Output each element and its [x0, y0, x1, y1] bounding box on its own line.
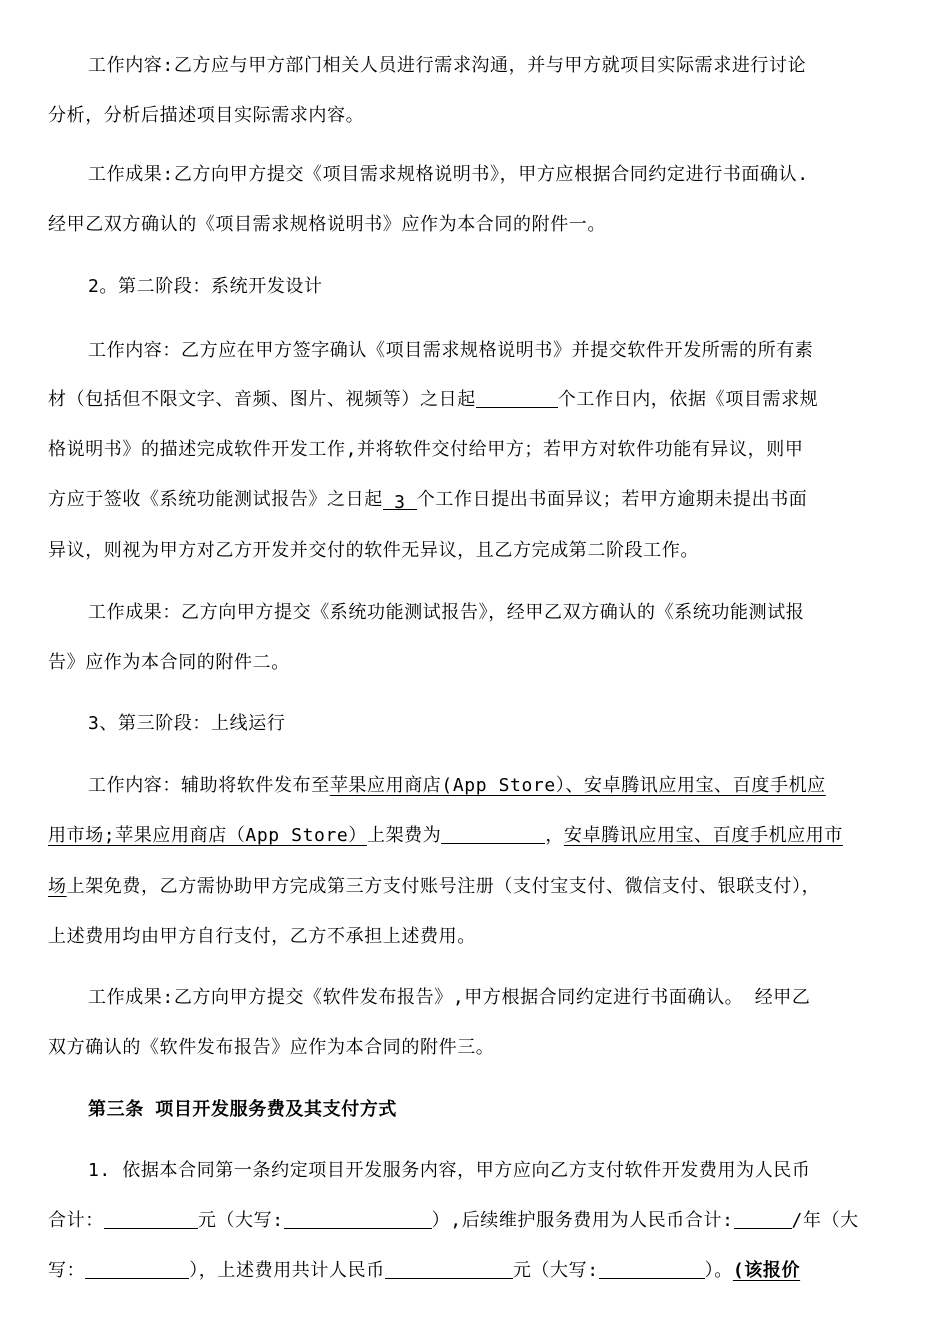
stage3-content-line-2a: 用市场;苹果应用商店（App Store） — [48, 825, 367, 846]
stage3-content-line-1a: 工作内容：辅助将软件发布至 — [88, 775, 330, 796]
article3-p1-line-3c: 元（大写: — [512, 1260, 599, 1281]
stage2-content-line-1: 工作内容：乙方应在甲方签字确认《项目需求规格说明书》并提交软件开发所需的所有素 — [88, 340, 814, 361]
dev-fee-capital-blank[interactable] — [284, 1210, 432, 1229]
article3-p1-line-3d: ）。 — [704, 1260, 733, 1281]
stage2-result-line-1: 工作成果：乙方向甲方提交《系统功能测试报告》，经甲乙双方确认的《系统功能测试报 — [88, 602, 805, 623]
stage2-content-line-2 — [48, 388, 818, 412]
stage2-result-line-2: 告》应作为本合同的附件二。 — [48, 652, 290, 673]
stage3-content-line-4: 上述费用均由甲方自行支付，乙方不承担上述费用。 — [48, 926, 476, 947]
article3-p1-line-2a: 合计： — [48, 1210, 104, 1231]
listing-fee-blank[interactable] — [441, 825, 545, 844]
stage3-result-line-2: 双方确认的《软件发布报告》应作为本合同的附件三。 — [48, 1037, 495, 1058]
stage3-content-line-3b: 上架免费，乙方需协助甲方完成第三方支付账号注册（支付宝支付、微信支付、银联支付）， — [66, 876, 821, 897]
stage3-result-line-1: 工作成果:乙方向甲方提交《软件发布报告》,甲方根据合同约定进行书面确认。 经甲乙 — [88, 987, 811, 1008]
article3-p1-line-2c: ）,后续维护服务费用为人民币合计: — [431, 1210, 734, 1231]
article3-p1-line-1: 1. 依据本合同第一条约定项目开发服务内容，甲方应向乙方支付软件开发费用为人民币 — [88, 1160, 811, 1181]
objection-days-value: 3 — [383, 491, 417, 510]
stage2-content-line-4b: 个工作日提出书面异议；若甲方逾期未提出书面 — [416, 489, 808, 510]
dev-fee-amount-blank[interactable] — [104, 1210, 198, 1229]
working-days-blank[interactable] — [476, 389, 558, 408]
article3-p1-line-3 — [48, 1259, 800, 1283]
maintenance-fee-blank[interactable] — [734, 1210, 792, 1229]
stage3-content-line-2b: 上架费为 — [366, 825, 442, 846]
stage3-content-line-2 — [48, 824, 843, 848]
article3-p1-line-3a: 写： — [48, 1260, 86, 1281]
stage2-content-line-2a: 材（包括但不限文字、音频、图片、视频等）之日起 — [48, 389, 476, 410]
stage3-content-line-1b: 苹果应用商店(App Store）、安卓腾讯应用宝、百度手机应 — [329, 775, 826, 796]
stage1-content-line-1: 工作内容:乙方应与甲方部门相关人员进行需求沟通，并与甲方就项目实际需求进行讨论 — [88, 55, 807, 76]
total-fee-capital-blank[interactable] — [599, 1260, 705, 1279]
stage3-content-line-2c: ， — [545, 825, 564, 846]
total-fee-amount-blank[interactable] — [385, 1260, 513, 1279]
article3-p1-line-3b: ），上述费用共计人民币 — [189, 1260, 385, 1281]
stage3-content-line-3a: 场 — [48, 876, 67, 897]
article3-p1-line-2 — [48, 1209, 859, 1233]
stage3-content-line-3 — [48, 875, 820, 899]
stage2-content-line-5: 异议，则视为甲方对乙方开发并交付的软件无异议，且乙方完成第二阶段工作。 — [48, 540, 699, 561]
stage2-content-line-4 — [48, 488, 807, 512]
stage1-result-line-2: 经甲乙双方确认的《项目需求规格说明书》应作为本合同的附件一。 — [48, 214, 606, 235]
article3-p1-line-2d: /年（大 — [791, 1210, 859, 1231]
stage3-content-line-1 — [88, 774, 826, 798]
stage2-content-line-2b: 个工作日内，依据《项目需求规 — [557, 389, 819, 410]
stage1-content-line-2: 分析，分析后描述项目实际需求内容。 — [48, 105, 365, 126]
stage3-heading: 3、第三阶段：上线运行 — [88, 713, 286, 734]
stage3-content-line-2d: 安卓腾讯应用宝、百度手机应用市 — [563, 825, 843, 846]
article3-p1-line-2b: 元（大写: — [197, 1210, 284, 1231]
stage2-content-line-4a: 方应于签收《系统功能测试报告》之日起 — [48, 489, 383, 510]
stage1-result-line-1: 工作成果:乙方向甲方提交《项目需求规格说明书》，甲方应根据合同约定进行书面确认. — [88, 164, 809, 185]
stage2-heading: 2。第二阶段：系统开发设计 — [88, 276, 323, 297]
article3-heading: 第三条 项目开发服务费及其支付方式 — [88, 1099, 398, 1120]
quote-note-start: (该报价 — [732, 1260, 801, 1281]
maintenance-fee-capital-blank[interactable] — [85, 1260, 189, 1279]
stage2-content-line-3: 格说明书》的描述完成软件开发工作,并将软件交付给甲方；若甲方对软件功能有异议，则甲 — [48, 439, 804, 460]
